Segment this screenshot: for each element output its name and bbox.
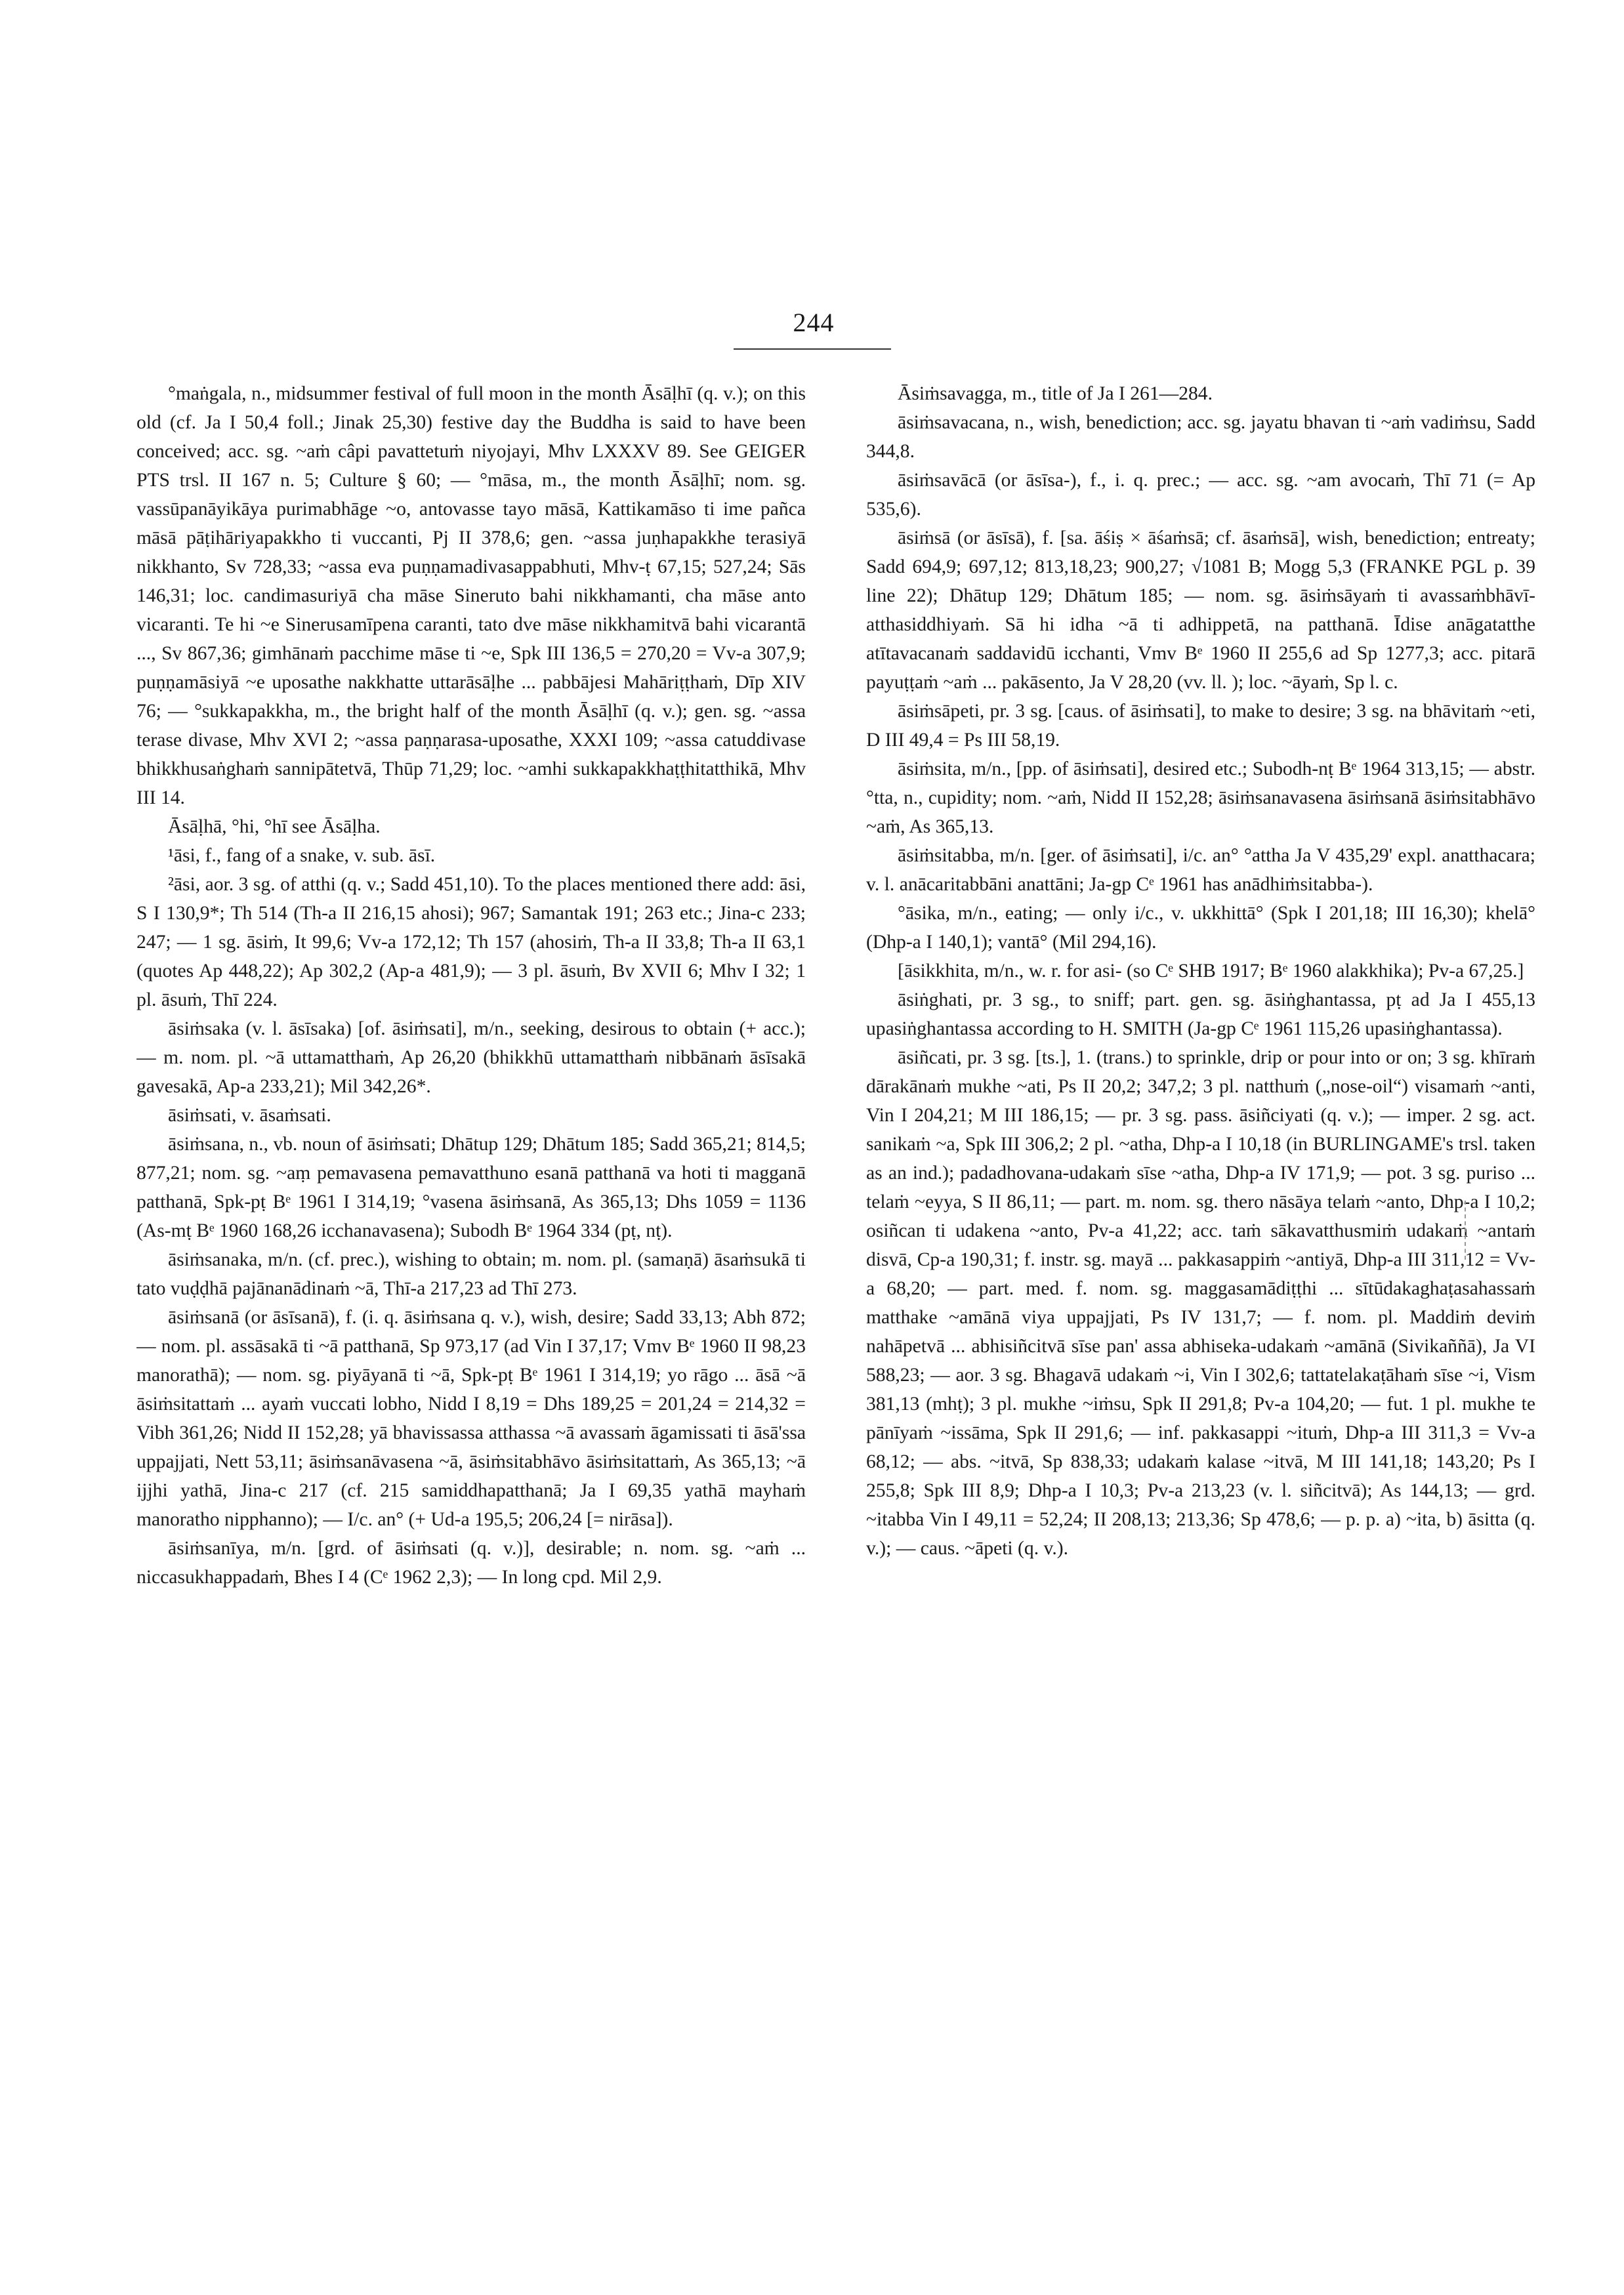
entry-asimsati: āsiṁsati, v. āsaṁsati. (168, 1105, 331, 1126)
entry-asimsapeti: āsiṁsāpeti, pr. 3 sg. [caus. of āsiṁsati], to make to desire; 3 sg. na bhāvitaṁ ~eti, D III 49,4 = Ps III 58,19. (866, 701, 1535, 751)
entry-asimsavagga: Āsiṁsavagga, m., title of Ja I 261—284. (898, 383, 1213, 404)
right-column (866, 379, 1535, 2151)
page-number: 244 (793, 308, 835, 337)
entry-asimsitabba: āsiṁsitabba, m/n. [ger. of āsiṁsati], i/c. an° °attha Ja V 435,29' expl. anatthacara; v. l. anācaritabbāni anattāni; Ja-gp Cᵉ 1961 has anādhiṁsitabba-). (866, 845, 1535, 895)
entry-asimsa: āsiṁsā (or āsīsā), f. [sa. āśiṣ × āśaṁsā; cf. āsaṁsā], wish, benediction; entreaty; Sadd 694,9; 697,12; 813,18,23; 900,27; √1081 B; Mogg 5,3 (FRANKE PGL p. 39 line 22); Dhātup 129; Dhātum 185; — nom. sg. āsiṁsāyaṁ ti avassaṁbhāvī-atthasiddhiyaṁ. Sā hi idha ~ā ti adhippetā, na patthanā. Īdise anāgatatthe atītavacanaṁ saddavidū icchanti, Vmv Bᵉ 1960 II 255,6 ad Sp 1277,3; acc. pitarā payuṭṭaṁ ~aṁ ... pakāsento, Ja V 28,20 (vv. ll. ); loc. ~āyaṁ, Sp l. c. (866, 527, 1535, 693)
entry-asimsavacana: āsiṁsavacana, n., wish, benediction; acc. sg. jayatu bhavan ti ~aṁ vadiṁsu, Sadd 344,8. (866, 412, 1535, 462)
margin-mark (1465, 1201, 1466, 1260)
entry-asimsita: āsiṁsita, m/n., [pp. of āsiṁsati], desired etc.; Subodh-nṭ Bᵉ 1964 313,15; — abstr. °tta, n., cupidity; nom. ~aṁ, Nidd II 152,28; āsiṁsanavasena āsiṁsanā āsiṁsitabhāvo ~aṁ, As 365,13. (866, 758, 1535, 837)
page-number-rule (734, 348, 891, 350)
entry-asinghati: āsiṅghati, pr. 3 sg., to sniff; part. gen. sg. āsiṅghantassa, pṭ ad Ja I 455,13 upasiṅghantassa according to H. SMITH (Ja-gp Cᵉ 1961 115,26 upasiṅghantassa). (866, 989, 1535, 1039)
entry-asika: °āsika, m/n., eating; — only i/c., v. ukkhittā° (Spk I 201,18; III 16,30); khelā° (Dhp-a I 140,1); vantā° (Mil 294,16). (866, 903, 1535, 953)
entry-asimsavaca: āsiṁsavācā (or āsīsa-), f., i. q. prec.; — acc. sg. ~am avocaṁ, Thī 71 (= Ap 535,6). (866, 470, 1535, 520)
entry-asimsaniya: āsiṁsanīya, m/n. [grd. of āsiṁsati (q. v.)], desirable; n. nom. sg. ~aṁ ... niccasukhappadaṁ, Bhes I 4 (Cᵉ 1962 2,3); — In long cpd. Mil 2,9. (136, 1538, 806, 1588)
entry-asikkhita: [āsikkhita, m/n., w. r. for asi- (so Cᵉ SHB 1917; Bᵉ 1960 alakkhika); Pv-a 67,25.] (898, 961, 1524, 982)
entry-asalha: Āsāḷhā, °hi, °hī see Āsāḷha. (168, 816, 381, 837)
entry-asi-2: ²āsi, aor. 3 sg. of atthi (q. v.; Sadd 451,10). To the places mentioned there add: āsi, S I 130,9*; Th 514 (Th-a II 216,15 ahosi); 967; Samantak 191; 263 etc.; Jina-c 233; 247; — 1 sg. āsiṁ, It 99,6; Vv-a 172,12; Th 157 (ahosiṁ, Th-a II 33,8; Th-a II 63,1 (quotes Ap 448,22); Ap 302,2 (Ap-a 481,9); — 3 pl. āsuṁ, Bv XVII 6; Mhv I 32; 1 pl. āsuṁ, Thī 224. (136, 874, 806, 1010)
entry-asimsana: āsiṁsana, n., vb. noun of āsiṁsati; Dhātup 129; Dhātum 185; Sadd 365,21; 814,5; 877,21; nom. sg. ~aṃ pemavasena pemavatthuno esanā patthanā va hoti ti magganā patthanā, Spk-pṭ Bᵉ 1961 I 314,19; °vasena āsiṁsanā, As 365,13; Dhs 1059 = 1136 (As-mṭ Bᵉ 1960 168,26 icchanavasena); Subodh Bᵉ 1964 334 (pṭ, nṭ). (136, 1134, 806, 1241)
entry-asimsana-f: āsiṁsanā (or āsīsanā), f. (i. q. āsiṁsana q. v.), wish, desire; Sadd 33,13; Abh 872; — nom. pl. assāsakā ti ~ā patthanā, Sp 973,17 (ad Vin I 37,17; Vmv Bᵉ 1960 II 98,23 manorathā); — nom. sg. piyāyanā ti ~ā, Spk-pṭ Bᵉ 1961 I 314,19; yo rāgo ... āsā ~ā āsiṁsitattaṁ ... ayaṁ vuccati lobho, Nidd I 8,19 = Dhs 189,25 = 201,24 = 214,32 = Vibh 361,26; Nidd II 152,28; yā bhavissassa atthassa ~ā avassaṁ āgamissati ti āsā'ssa uppajjati, Nett 53,11; āsiṁsanāvasena ~ā, āsiṁsitabhāvo āsiṁsitattaṁ, As 365,13; ~ā ijjhi yathā, Jina-c 217 (cf. 215 samiddhapatthanā; Ja I 69,35 yathā mayhaṁ manoratho nipphanno); — I/c. an° (+ Ud-a 195,5; 206,24 [= nirāsa]). (136, 1307, 806, 1530)
entry-mangala: °maṅgala, n., midsummer festival of full moon in the month Āsāḷhī (q. v.); on this old (cf. Ja I 50,4 foll.; Jinak 25,30) festive day the Buddha is said to have been conceived; acc. sg. ~aṁ câpi pavattetuṁ niyojayi, Mhv LXXXV 89. See GEIGER PTS trsl. II 167 n. 5; Culture § 60; — °māsa, m., the month Āsāḷhī; nom. sg. vassūpanāyikāya purimabhāge ~o, antovasse tayo māsā, Kattikamāso ti ime pañca māsā pāṭihāriyapakkho ti vuccanti, Pj II 378,6; gen. ~assa juṇhapakkhe terasiyā nikkhanto, Sv 728,33; ~assa eva puṇṇamadivasappabhuti, Mhv-ṭ 67,15; 527,24; Sās 146,31; loc. candimasuriyā cha māse Sineruto bahi nikkhamanti, cha māse anto vicaranti. Te hi ~e Sinerusamīpena caranti, tato dve māse nikkhamitvā bahi vicarantā ..., Sv 867,36; gimhānaṁ pacchime māse ti ~e, Spk III 136,5 = 270,20 = Vv-a 307,9; puṇṇamāsiyā ~e uposathe nakkhatte uttarāsāḷhe ... pabbājesi Mahāriṭṭhaṁ, Dīp XIV 76; — °sukkapakkha, m., the bright half of the month Āsāḷhī (q. v.); gen. sg. ~assa terase divase, Mhv XVI 2; ~assa paṇṇarasa-uposathe, XXXI 109; ~assa catuddivase bhikkhusaṅghaṁ sannipātetvā, Thūp 71,29; loc. ~amhi sukkapakkhaṭṭhitatthikā, Mhv III 14. (136, 383, 806, 808)
left-column (136, 379, 806, 2151)
entry-asimsaka: āsiṁsaka (v. l. āsīsaka) [of. āsiṁsati], m/n., seeking, desirous to obtain (+ acc.); — m. nom. pl. ~ā uttamatthaṁ, Ap 26,20 (bhikkhū uttamatthaṁ nibbānaṁ āsīsakā gavesakā, Ap-a 233,21); Mil 342,26*. (136, 1018, 806, 1097)
entry-asimsanaka: āsiṁsanaka, m/n. (cf. prec.), wishing to obtain; m. nom. pl. (samaṇā) āsaṁsukā ti tato vuḍḍhā pajānanādinaṁ ~ā, Thī-a 217,23 ad Thī 273. (136, 1249, 806, 1299)
entry-asincati: āsiñcati, pr. 3 sg. [ts.], 1. (trans.) to sprinkle, drip or pour into or on; 3 sg. khīraṁ dārakānaṁ mukhe ~ati, Ps II 20,2; 347,2; 3 pl. natthuṁ („nose-oil“) visamaṁ ~anti, Vin I 204,21; M III 186,15; — pr. 3 sg. pass. āsiñciyati (q. v.); — imper. 2 sg. act. sanikaṁ ~a, Spk III 306,2; 2 pl. ~atha, Dhp-a I 10,18 (in BURLINGAME's trsl. taken as an ind.); padadhovana-udakaṁ sīse ~atha, Dhp-a IV 171,9; — pot. 3 sg. puriso ... telaṁ ~eyya, S II 86,11; — part. m. nom. sg. thero nāsāya telaṁ ~anto, Dhp-a I 10,2; osiñcan ti udakena ~anto, Pv-a 41,22; acc. taṁ sākavatthusmiṁ udakaṁ ~antaṁ disvā, Cp-a 190,31; f. instr. sg. mayā ... pakkasappiṁ ~antiyā, Dhp-a III 311,12 = Vv-a 68,20; — part. med. f. nom. sg. maggasamādiṭṭhi ... sītūdakaghaṭasahassaṁ matthake ~amānā viya uppajjati, Ps IV 131,7; — f. nom. pl. Maddiṁ deviṁ nahāpetvā ... abhisiñcitvā sīse pan' assa abhiseka-udakaṁ ~amānā (Sivikaññā), Ja VI 588,23; — aor. 3 sg. Bhagavā udakaṁ ~i, Vin I 302,6; tattatelakaṭāhaṁ sīse ~i, Vism 381,13 (mhṭ); 3 pl. mukhe ~iṁsu, Spk II 291,8; Pv-a 104,20; — fut. 1 pl. mukhe te pānīyaṁ ~issāma, Spk II 291,6; — inf. pakkasappi ~ituṁ, Dhp-a III 311,3 = Vv-a 68,12; — abs. ~itvā, Sp 838,33; udakaṁ kalase ~itvā, M III 141,18; 143,20; Ps I 255,8; Spk III 8,9; Dhp-a I 10,3; Pv-a 213,23 (v. l. siñcitvā); As 144,13; — grd. ~itabba Vin I 49,11 = 52,24; II 208,13; 213,36; Sp 478,6; — p. p. a) ~ita, b) āsitta (q. v.); — caus. ~āpeti (q. v.). (866, 1047, 1535, 1559)
entry-asi-1: ¹āsi, f., fang of a snake, v. sub. āsī. (168, 845, 436, 866)
